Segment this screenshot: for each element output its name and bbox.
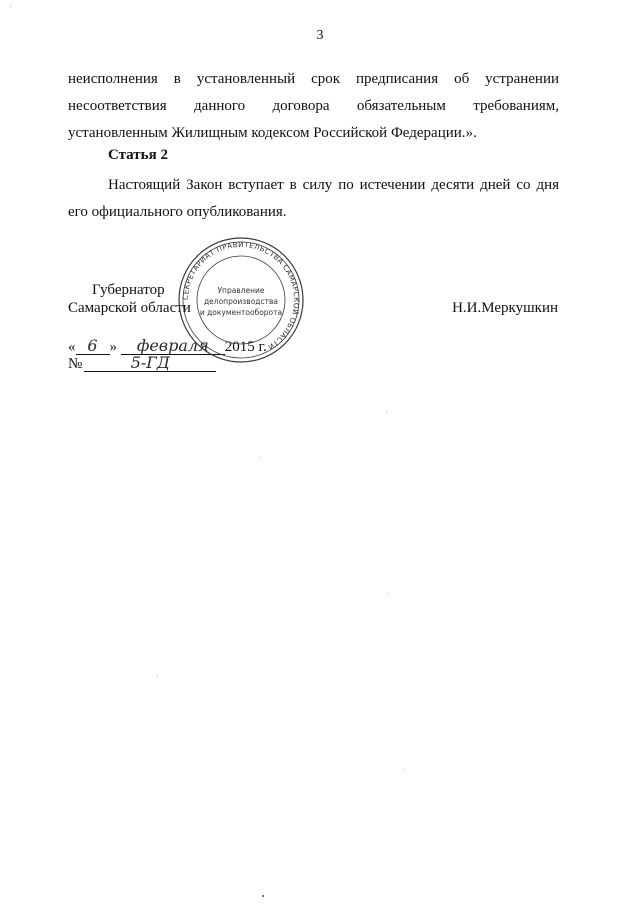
scan-speck bbox=[10, 6, 11, 7]
scan-speck bbox=[386, 412, 387, 413]
stamp-line-3: и документооборота bbox=[199, 308, 283, 317]
scan-speck bbox=[404, 769, 405, 770]
date-open-quote: « bbox=[68, 339, 76, 355]
scan-speck bbox=[262, 895, 264, 897]
signatory-name: Н.И.Меркушкин bbox=[452, 300, 558, 316]
scan-speck bbox=[157, 676, 158, 677]
official-seal-stamp bbox=[176, 235, 306, 365]
signatory-region: Самарской области bbox=[68, 300, 191, 316]
date-day: 6 bbox=[76, 338, 110, 355]
date-month: февраля bbox=[121, 338, 225, 355]
paragraph-continuation: неисполнения в установленный срок предписания об устранении несоответствия данного договора обязательным требованиям, установленным Жилищным кодексом Российской Федерации.». bbox=[68, 71, 559, 141]
signatory-title: Губернатор bbox=[92, 282, 165, 298]
svg-text:СЕКРЕТАРИАТ ПРАВИТЕЛЬСТВА САМА bbox=[181, 240, 301, 352]
page-number: 3 bbox=[316, 28, 324, 43]
date-close-quote: » bbox=[109, 339, 117, 355]
scan-speck bbox=[260, 457, 261, 458]
stamp-line-2: делопроизводства bbox=[203, 297, 279, 306]
scan-speck bbox=[388, 593, 389, 594]
stamp-line-1: Управление bbox=[217, 286, 265, 295]
article-heading: Статья 2 bbox=[108, 147, 168, 163]
stamp-ring-text: СЕКРЕТАРИАТ ПРАВИТЕЛЬСТВА САМАРСКОЙ ОБЛАСТИ bbox=[180, 239, 302, 353]
paragraph-article-2: Настоящий Закон вступает в силу по истечении десяти дней со дня его официального опубликования. bbox=[68, 177, 559, 220]
number-value: 5-ГД bbox=[84, 355, 216, 372]
date-year: 2015 г. bbox=[224, 339, 267, 355]
number-label: № bbox=[68, 356, 83, 372]
